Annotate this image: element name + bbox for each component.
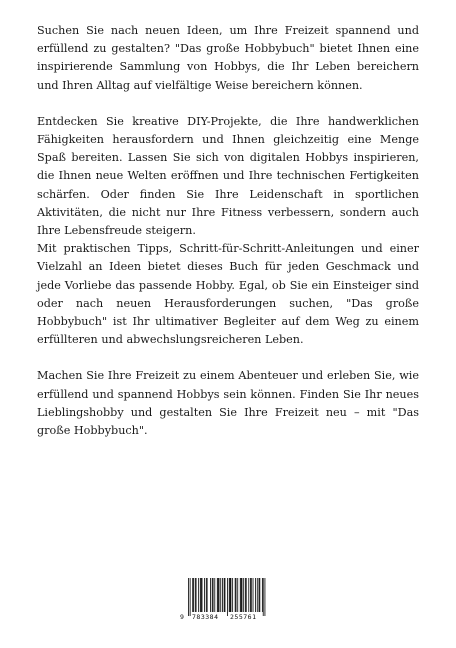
barcode-bar xyxy=(259,578,260,612)
barcode-bar xyxy=(204,578,205,612)
barcode-bar xyxy=(214,578,215,612)
blurb-text xyxy=(37,22,419,440)
barcode-bar xyxy=(188,578,189,616)
barcode-bar xyxy=(248,578,249,612)
barcode-bar xyxy=(250,578,251,612)
barcode-bar xyxy=(230,578,231,612)
barcode-bar xyxy=(190,578,191,616)
barcode-bar xyxy=(240,578,241,612)
barcode-bar xyxy=(257,578,258,612)
barcode-bar xyxy=(206,578,207,612)
barcode-bar xyxy=(207,578,208,612)
barcode-bar xyxy=(219,578,220,612)
barcode-bar xyxy=(196,578,197,612)
barcode-bar xyxy=(235,578,236,612)
barcode-bar xyxy=(218,578,219,612)
barcode-bar xyxy=(245,578,246,612)
barcode-bar xyxy=(253,578,254,612)
barcode-bar xyxy=(255,578,256,612)
paragraph-intro: Suchen Sie nach neuen Ideen, um Ihre Freizeit spannend und erfüllend zu gestalten? "Das große Hobbybuch" bietet Ihnen eine inspirierende Sammlung von Hobbys, die Ihr Leben bereichern und Ihren Alltag auf vielfältige Weise bereichern können. xyxy=(37,24,419,92)
barcode-bar xyxy=(263,578,264,616)
barcode-bar xyxy=(242,578,243,612)
barcode-bar xyxy=(195,578,196,612)
barcode-bar xyxy=(229,578,230,612)
barcode-bar xyxy=(237,578,238,612)
barcode-bar xyxy=(212,578,213,612)
barcode-bar xyxy=(198,578,199,612)
barcode-bar xyxy=(210,578,211,612)
barcode-bar xyxy=(225,578,226,612)
barcode-bar xyxy=(262,578,263,612)
barcode-digit-first: 9 xyxy=(180,613,185,621)
paragraph-projects: Entdecken Sie kreative DIY-Projekte, die Ihre handwerklichen Fähigkeiten herausfordern und Ihnen gleichzeitig eine Menge Spaß bereiten. Lassen Sie sich von digitalen Hobbys inspirieren, die Ihnen neue Welten eröffnen und Ihre technischen Fertigkeiten schärfen. Oder finden Sie Ihre Leidenschaft in sportlichen Aktivitäten, die nicht nur Ihre Fitness verbessern, sondern auch Ihre Lebensfreude steigern. xyxy=(37,114,419,238)
barcode-bar xyxy=(201,578,202,612)
barcode-digits-left: 783384 xyxy=(192,613,219,621)
barcode-bar xyxy=(259,578,260,612)
barcode-digits-right: 255761 xyxy=(230,613,257,621)
barcode-bar xyxy=(236,578,237,612)
barcode-bar xyxy=(200,578,201,612)
barcode-bar xyxy=(232,578,233,612)
barcode-bar xyxy=(227,578,228,616)
paragraph-tips: Mit praktischen Tipps, Schritt-für-Schritt-Anleitungen und einer Vielzahl an Ideen bietet dieses Buch für jeden Geschmack und jede Vorliebe das passende Hobby. Egal, ob Sie ein Einsteiger sind oder nach neuen Herausforderungen suchen, "Das große Hobbybuch" ist Ihr ultimativer Begleiter auf dem Weg zu einem erfüllteren und abwechslungsreicheren Leben. xyxy=(37,242,419,347)
barcode-bar xyxy=(192,578,193,612)
barcode-bar xyxy=(222,578,223,612)
barcode-bar xyxy=(217,578,218,612)
barcode-bar xyxy=(265,578,266,616)
barcode-bar xyxy=(224,578,225,612)
barcode-bar xyxy=(213,578,214,612)
barcode-bar xyxy=(220,578,221,612)
barcode-bar xyxy=(246,578,247,612)
barcode-bar xyxy=(202,578,203,612)
barcode-bar xyxy=(241,578,242,612)
paragraph-closing: Machen Sie Ihre Freizeit zu einem Abenteuer und erleben Sie, wie erfüllend und spannend Hobbys sein können. Finden Sie Ihr neues Lieblingshobby und gestalten Sie Ihre Freizeit neu – mit "Das große Hobbybuch". xyxy=(37,369,419,438)
isbn-barcode xyxy=(178,575,272,623)
barcode-bar xyxy=(231,578,232,612)
barcode-bar xyxy=(251,578,252,612)
barcode-bar xyxy=(193,578,194,612)
barcode-bar xyxy=(243,578,244,612)
